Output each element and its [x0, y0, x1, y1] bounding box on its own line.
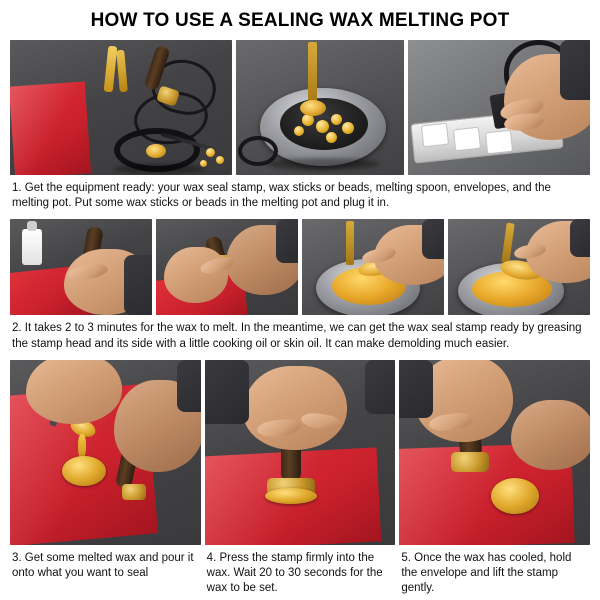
photo-lift-stamp: [399, 360, 590, 545]
photo-plug-in: [408, 40, 590, 175]
photo-press-stamp: [205, 360, 396, 545]
photo-row-2: [10, 219, 590, 315]
wax-bead: [331, 114, 342, 125]
sleeve: [422, 219, 444, 259]
step-4-caption: 4. Press the stamp firmly into the wax. Wait 20 to 30 seconds for the wax to be set.: [206, 551, 383, 595]
sleeve: [124, 255, 152, 315]
wax-bead: [342, 122, 354, 134]
sleeve: [276, 219, 298, 263]
sleeve: [177, 360, 201, 412]
stamp-head: [451, 452, 489, 472]
oil-bottle-cap: [27, 221, 37, 231]
photo-row-3: [10, 360, 590, 545]
sleeve: [205, 360, 249, 424]
photo-oil-bottle: [10, 219, 152, 315]
melting-spoon-bowl: [146, 144, 166, 158]
sleeve: [570, 219, 590, 257]
red-envelope: [10, 81, 91, 175]
power-socket: [485, 130, 513, 155]
hand: [243, 366, 347, 450]
melting-spoon-handle: [346, 221, 354, 265]
melting-spoon-handle: [308, 42, 317, 108]
drop-shadow: [266, 158, 380, 170]
power-socket: [453, 127, 481, 152]
step-2-caption: 2. It takes 2 to 3 minutes for the wax to melt. In the meantime, we can get the wax seal stamp ready by greasing the stamp head and its side with a little cooking oil or skin oil. It can make demolding much easier.: [12, 322, 582, 350]
photo-melted-wax-spoon: [302, 219, 444, 315]
oil-bottle: [22, 229, 42, 265]
wax-bead: [206, 148, 215, 157]
power-socket: [421, 123, 449, 148]
photo-equipment-layout: [10, 40, 232, 175]
step-5-caption: 5. Once the wax has cooled, hold the envelope and lift the stamp gently.: [401, 551, 572, 595]
hand-holding-envelope: [511, 400, 590, 470]
hand-left: [164, 247, 228, 303]
photo-pot-with-beads: [236, 40, 404, 175]
poured-wax-pool: [62, 456, 106, 486]
step-1-caption: 1. Get the equipment ready: your wax seal stamp, wax sticks or beads, melting spoon, envelopes, and the melting pot. Put some wax sticks or beads in the melting pot and plug it in.: [12, 182, 551, 210]
photo-pour-wax: [10, 360, 201, 545]
photo-scoop-wax: [448, 219, 590, 315]
sleeve: [399, 360, 433, 418]
page-title: HOW TO USE A SEALING WAX MELTING POT: [90, 10, 510, 31]
wax-under-stamp: [265, 488, 317, 504]
step-captions-row-3: [12, 551, 588, 597]
photo-grease-stamp: [156, 219, 298, 315]
wax-bead: [316, 120, 329, 133]
photo-row-1: [10, 40, 590, 175]
step-3-caption: 3. Get some melted wax and pour it onto what you want to seal: [12, 551, 194, 579]
sleeve: [560, 40, 590, 100]
stamp-head: [122, 484, 146, 500]
wax-bead: [294, 126, 304, 136]
wax-bead: [200, 160, 207, 167]
finished-wax-seal: [491, 478, 539, 514]
wax-bead: [326, 132, 337, 143]
melting-spoon-bowl: [300, 100, 326, 116]
wax-bead: [216, 156, 224, 164]
drop-shadow: [114, 164, 204, 174]
sleeve: [365, 360, 395, 414]
hand: [26, 360, 122, 424]
